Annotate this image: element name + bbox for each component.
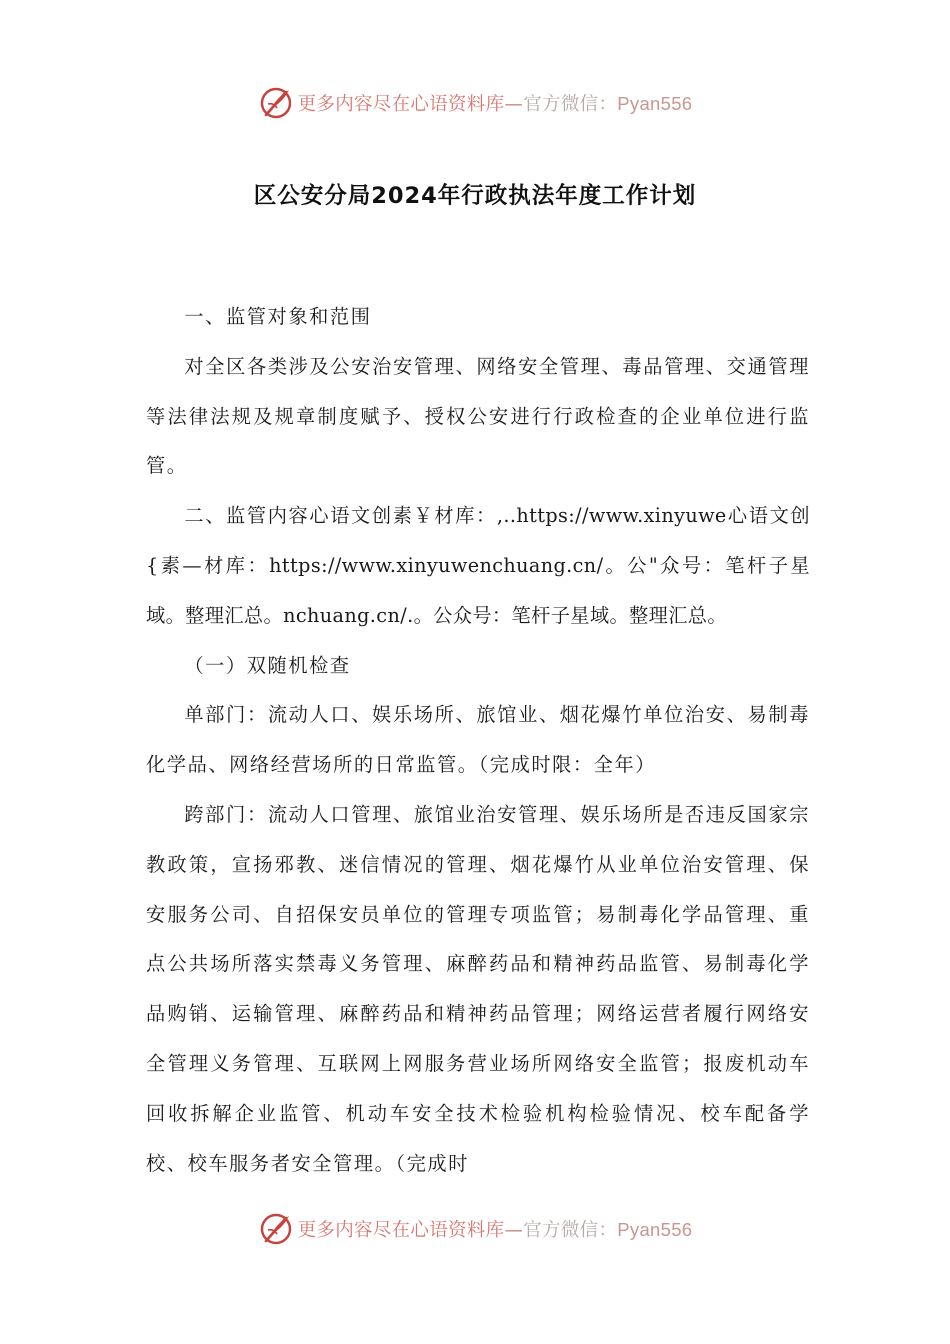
banner-main-text: 更多内容尽在心语资料库 (297, 1220, 505, 1241)
banner-separator: ： (598, 1220, 618, 1241)
banner-dash: — (504, 94, 524, 115)
quill-logo-icon (258, 85, 294, 121)
banner-main-text: 更多内容尽在心语资料库 (297, 94, 505, 115)
body-paragraph: 对全区各类涉及公安治安管理、网络安全管理、毒品管理、交通管理等法律法规及规章制度赋予、授权公安进行行政检查的企业单位进行监管。 (146, 354, 810, 478)
document-title: 区公安分局2024年行政执法年度工作计划 (253, 183, 697, 209)
banner-label: 官方微信 (523, 1220, 599, 1241)
footer-banner (0, 1207, 950, 1251)
banner-wechat-id: Pyan556 (617, 1219, 693, 1240)
document-body (146, 292, 810, 1188)
banner-wechat-id: Pyan556 (617, 93, 693, 114)
banner-separator: ： (598, 94, 618, 115)
section-heading: 一、监管对象和范围 (184, 305, 372, 328)
body-paragraph: 跨部门：流动人口管理、旅馆业治安管理、娱乐场所是否违反国家宗教政策，宣扬邪教、迷信情况的管理、烟花爆竹从业单位治安管理、保安服务公司、自招保安员单位的管理专项监管；易制毒化学品管理、重点公共场所落实禁毒义务管理、麻醉药品和精神药品监管、易制毒化学品购销、运输管理、麻醉药品和精神药品管理；网络运营者履行网络安全管理义务管理、互联网上网服务营业场所网络安全监管；报废机动车回收拆解企业监管、机动车安全技术检验机构检验情况、校车配备学校、校车服务者安全管理。（完成时 (146, 802, 810, 1175)
header-banner (0, 81, 950, 125)
quill-logo-icon (258, 1211, 294, 1247)
subsection-heading: （一）双随机检查 (184, 653, 351, 677)
body-paragraph: 单部门：流动人口、娱乐场所、旅馆业、烟花爆竹单位治安、易制毒化学品、网络经营场所的日常监管。（完成时限：全年） (146, 703, 810, 777)
section-heading-with-watermark: 二、监管内容心语文创素￥材库：,..https://www.xinyuwe心语文创{素—材库：https://www.xinyuwenchuang.cn/。公"众号：笔杆子星域。整理汇总。nchuang.cn/.。公众号：笔杆子星域。整理汇总。 (146, 504, 810, 627)
banner-label: 官方微信 (523, 94, 599, 115)
banner-dash: — (504, 1220, 524, 1241)
